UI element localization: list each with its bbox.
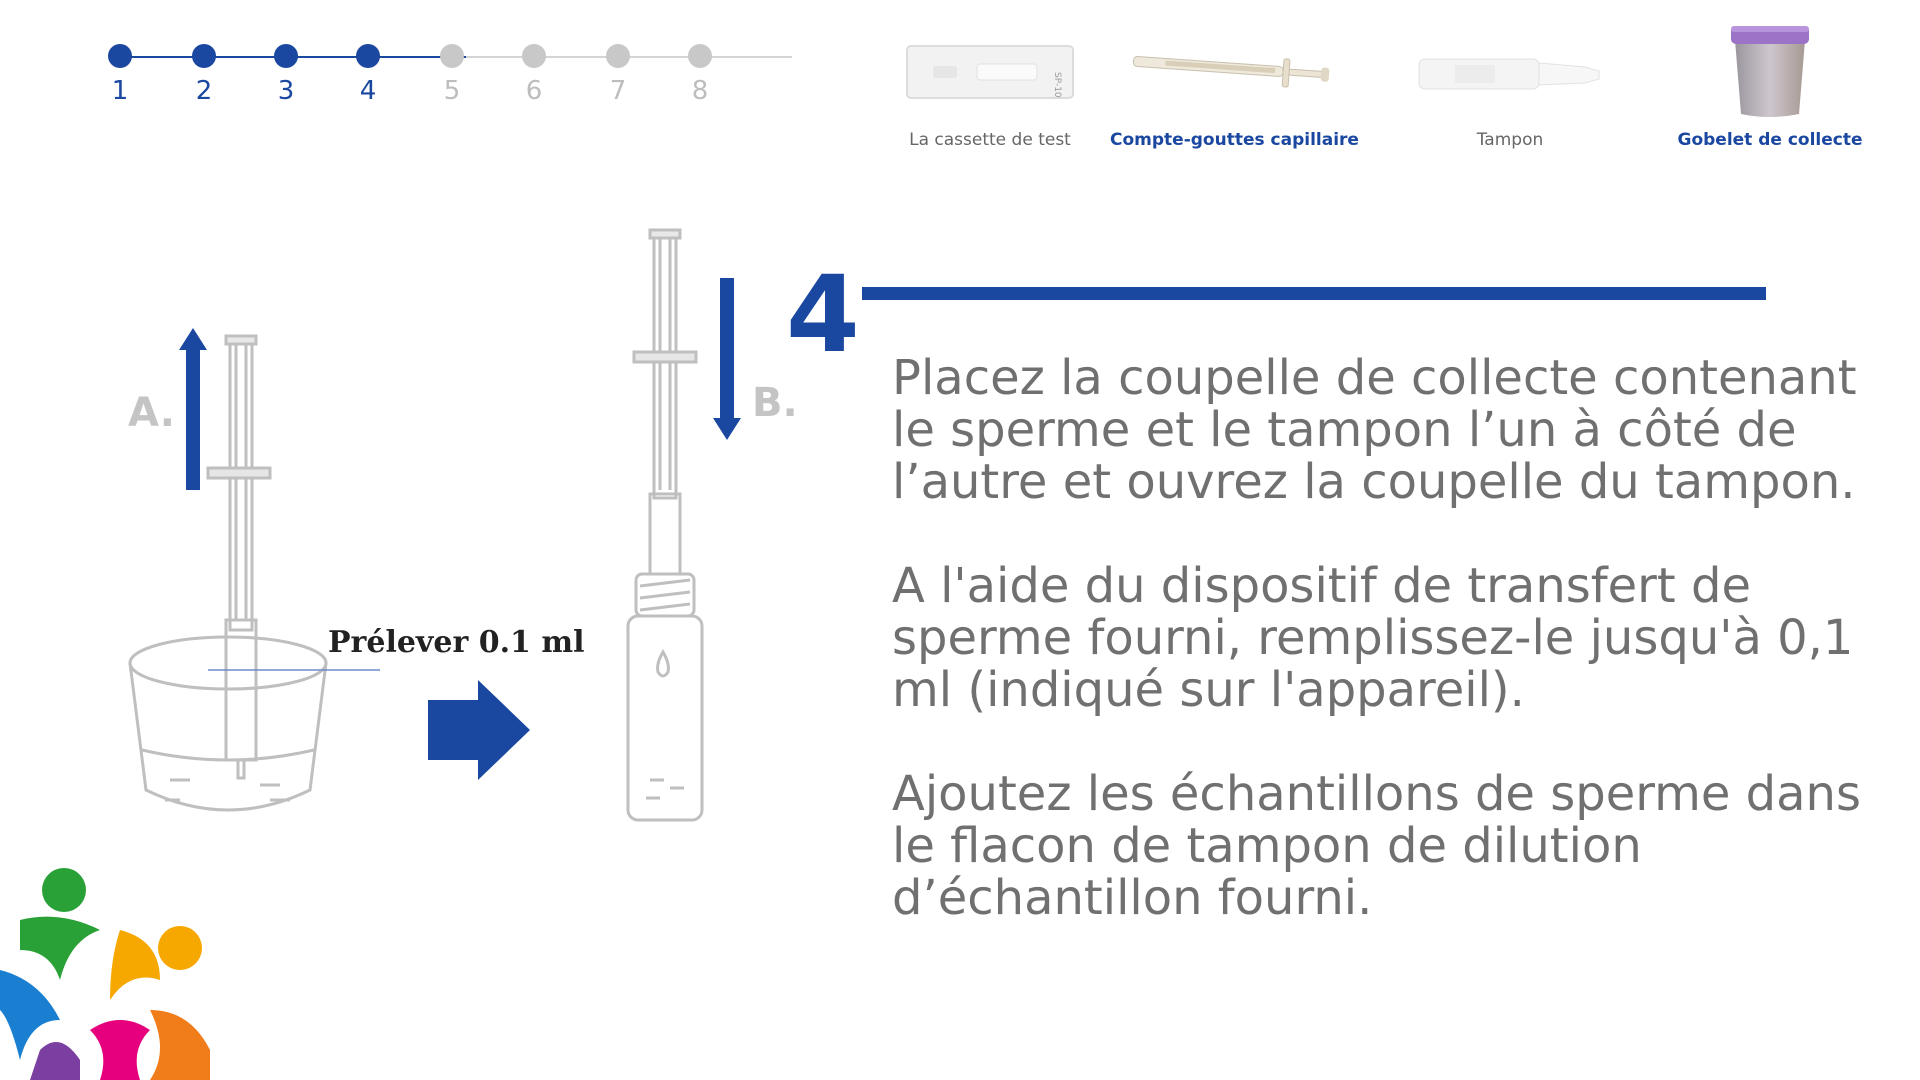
- materials-row: [890, 22, 1900, 152]
- collection-cup-icon: [1725, 22, 1815, 122]
- procedure-illustration: [0, 0, 820, 860]
- instruction-paragraph: Placez la coupelle de collecte contenant le sperme et le tampon l’un à côté de l’autre et ouvrez la coupelle du tampon.: [892, 350, 1857, 510]
- step-number: 1: [111, 76, 129, 106]
- syringe-a-icon: [208, 336, 270, 778]
- syringe-b-icon: [634, 230, 696, 574]
- cassette-text: SP-10: [1052, 72, 1062, 98]
- material-label: Tampon: [1476, 130, 1544, 150]
- capillary-dropper-icon: [1125, 47, 1335, 97]
- step-number: 2: [195, 76, 213, 106]
- label-a: A.: [128, 390, 175, 436]
- material-collection-cup[interactable]: [1660, 22, 1880, 150]
- step-number: 8: [691, 76, 709, 106]
- draw-label: Prélever 0.1 ml: [328, 625, 585, 660]
- arrow-up-icon: [179, 328, 207, 490]
- material-label: Gobelet de collecte: [1677, 130, 1863, 150]
- buffer-tube-icon: [1415, 47, 1605, 97]
- label-b: B.: [752, 380, 798, 426]
- arrow-right-icon: [428, 680, 530, 780]
- test-cassette-icon: [905, 42, 1075, 102]
- collection-cup-drawing: [130, 637, 326, 810]
- instruction-paragraph: A l'aide du dispositif de transfert de sperme fourni, remplissez-le jusqu'à 0,1 ml (indiqué sur l'appareil).: [892, 558, 1854, 718]
- instruction-paragraph: Ajoutez les échantillons de sperme dans le flacon de tampon de dilution d’échantillon fourni.: [892, 766, 1861, 926]
- material-label: La cassette de test: [909, 130, 1071, 150]
- buffer-vial-drawing: [628, 574, 702, 820]
- arrow-down-icon: [713, 278, 741, 440]
- step-number-heading: 4: [786, 253, 860, 376]
- material-test-cassette[interactable]: [890, 22, 1090, 150]
- step-number: 5: [443, 76, 461, 106]
- brand-logo: [0, 860, 220, 1080]
- step-number: 6: [525, 76, 543, 106]
- step-number: 4: [359, 76, 377, 106]
- material-capillary-dropper[interactable]: [1110, 22, 1359, 150]
- instructions: [892, 352, 1902, 976]
- heading-rule: [862, 287, 1766, 300]
- material-buffer-tube[interactable]: [1410, 22, 1610, 150]
- step-number: 3: [277, 76, 295, 106]
- material-label: Compte-gouttes capillaire: [1110, 130, 1359, 150]
- step-number: 7: [609, 76, 627, 106]
